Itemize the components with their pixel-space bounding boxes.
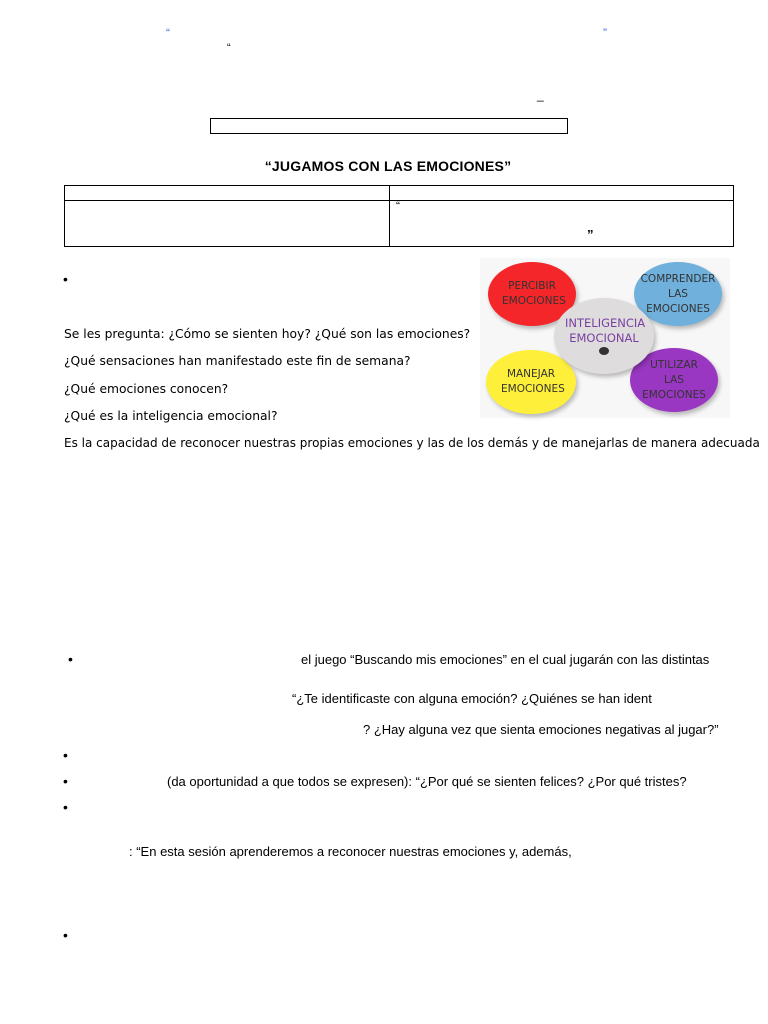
table-divider: [389, 186, 390, 246]
manage-label: MANEJAR EMOCIONES: [501, 368, 565, 395]
use-label: UTILIZAR LAS EMOCIONES: [642, 358, 706, 401]
dialogue-line: (da oportunidad a que todos se expresen): “¿Por qué se sienten felices? ¿Por qué tristes?: [167, 774, 687, 789]
dash-mark: _: [537, 88, 544, 102]
manage-bubble: [486, 350, 576, 414]
close-quote-blue: ”: [603, 26, 607, 40]
table-close-quote: ”: [587, 227, 594, 242]
perceive-label: PERCIBIR EMOCIONES: [502, 280, 566, 307]
center-label: INTELIGENCIA EMOCIONAL: [565, 316, 646, 345]
empty-box: [210, 118, 568, 134]
brain-icon: [598, 346, 610, 356]
question-line: ¿Qué sensaciones han manifestado este fin de semana?: [64, 354, 411, 368]
bullet: •: [63, 799, 68, 815]
game-line: el juego “Buscando mis emociones” en el cual jugarán con las distintas: [301, 652, 710, 667]
question-line: Se les pregunta: ¿Cómo se sienten hoy? ¿Qué son las emociones?: [64, 327, 471, 341]
bullet: •: [63, 271, 68, 287]
understand-label: COMPRENDER LAS EMOCIONES: [640, 272, 716, 315]
question-line-identify: “¿Te identificaste con alguna emoción? ¿Quiénes se han ident: [292, 691, 652, 706]
bullet: •: [63, 773, 68, 789]
question-line: ¿Qué emociones conocen?: [64, 382, 229, 396]
bullet: •: [68, 651, 73, 667]
open-quote-blue: “: [166, 26, 170, 40]
page-title: “JUGAMOS CON LAS EMOCIONES”: [264, 158, 512, 174]
question-line-negative: ? ¿Hay alguna vez que sienta emociones negativas al jugar?”: [363, 722, 719, 737]
small-open-quote: “: [227, 42, 231, 54]
bullet: •: [63, 747, 68, 763]
definition-line: Es la capacidad de reconocer nuestras propias emociones y las de los demás y de manejarlas de manera adecuada: [64, 436, 760, 450]
center-bubble: [554, 298, 654, 374]
session-line: : “En esta sesión aprenderemos a reconocer nuestras emociones y, además,: [129, 844, 572, 859]
emotional-intelligence-diagram: [480, 258, 730, 418]
table-open-quote: “: [396, 199, 400, 213]
question-line: ¿Qué es la inteligencia emocional?: [64, 409, 278, 423]
info-table: [64, 185, 734, 247]
bullet: •: [63, 927, 68, 943]
